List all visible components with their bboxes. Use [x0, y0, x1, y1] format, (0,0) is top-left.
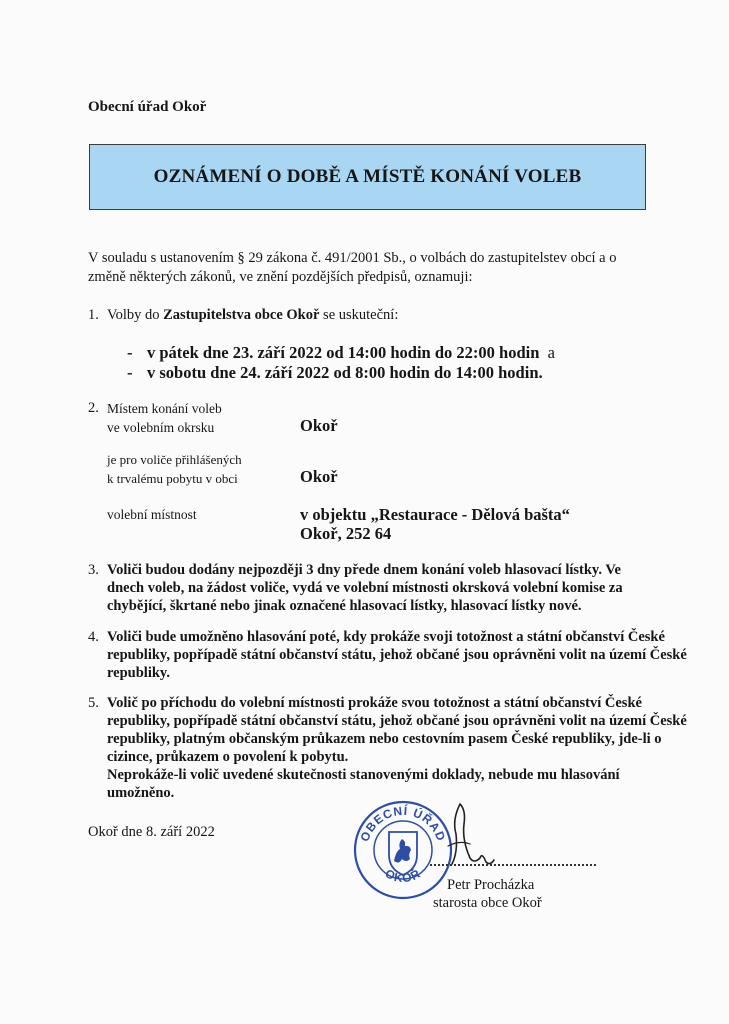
stamp-top-text: OBECNÍ ÚŘAD — [357, 803, 449, 844]
item-5-number: 5. — [88, 695, 99, 711]
intro-line-2: změně některých zákonů, ve znění pozdějších předpisů, oznamuji: — [88, 269, 473, 285]
item-4-number: 4. — [88, 629, 99, 645]
intro-line-1: V souladu s ustanovením § 29 zákona č. 491/2001 Sb., o volbách do zastupitelstev obcí a o — [88, 250, 617, 266]
signature-line — [430, 864, 596, 866]
date-1-text: v pátek dne 23. září 2022 od 14:00 hodin do 22:00 hodin — [147, 343, 540, 362]
dash-1: - — [127, 343, 133, 362]
item-2-label-2a: je pro voliče přihlášených — [107, 452, 242, 467]
item-5-line-3: republiky, platným občanským průkazem nebo cestovním pasem České republiky, jde-li o — [107, 731, 662, 747]
item-2-value-3b: Okoř, 252 64 — [300, 524, 392, 543]
item-1-text-pre: Volby do — [107, 307, 164, 323]
place-date: Okoř dne 8. září 2022 — [88, 824, 215, 840]
date-1-suffix: a — [547, 343, 555, 362]
item-4-line-2: republiky, popřípadě státní občanství státu, jehož občané jsou oprávněni volit na území České — [107, 647, 687, 663]
office-header: Obecní úřad Okoř — [88, 99, 207, 115]
item-2-value-1: Okoř — [300, 416, 338, 435]
item-1-number: 1. — [88, 307, 99, 323]
item-3-number: 3. — [88, 562, 99, 578]
date-2: v sobotu dne 24. září 2022 od 8:00 hodin do 14:00 hodin. — [147, 363, 543, 382]
item-4-line-1: Voliči bude umožněno hlasování poté, kdy prokáže svoji totožnost a státní občanství České — [107, 629, 665, 645]
item-1-text-bold: Zastupitelstva obce Okoř — [163, 307, 320, 323]
title-box — [89, 144, 646, 210]
document-title: OZNÁMENÍ O DOBĚ A MÍSTĚ KONÁNÍ VOLEB — [153, 166, 582, 187]
item-2-label-1a: Místem konání voleb — [107, 401, 222, 416]
item-3-line-2: dnech voleb, na žádost voliče, vydá ve volební místnosti okrsková volební komise za — [107, 580, 623, 596]
item-2-value-2: Okoř — [300, 467, 338, 486]
handwritten-signature-icon — [430, 800, 500, 872]
item-3-line-3: chybějící, škrtané nebo jinak označené hlasovací lístky, hlasovací lístky nové. — [107, 598, 582, 614]
item-4-line-3: republiky. — [107, 665, 170, 681]
item-2-label-2b: k trvalému pobytu v obci — [107, 471, 238, 486]
date-1 — [147, 343, 555, 363]
signer-role: starosta obce Okoř — [433, 895, 542, 911]
item-5-line-5: Neprokáže-li volič uvedené skutečnosti stanovenými doklady, nebude mu hlasování — [107, 767, 620, 783]
dash-2: - — [127, 363, 133, 382]
item-1-text — [107, 306, 398, 325]
item-2-label-1b: ve volebním okrsku — [107, 420, 215, 435]
item-5-line-4: cizince, průkazem o povolení k pobytu. — [107, 749, 349, 765]
item-5-line-2: republiky, popřípadě státní občanství státu, jehož občané jsou oprávněni volit na území České — [107, 713, 687, 729]
stamp-bottom-text: OKOŘ — [382, 866, 424, 886]
item-2-label-3: volební místnost — [107, 507, 197, 522]
item-1-text-post: se uskuteční: — [319, 307, 399, 323]
item-5-line-6: umožněno. — [107, 785, 175, 801]
signer-name: Petr Procházka — [447, 877, 535, 893]
item-2-value-3a: v objektu „Restaurace - Dělová bašta“ — [300, 505, 570, 524]
item-2-number: 2. — [88, 400, 99, 416]
item-3-line-1: Voliči budou dodány nejpozději 3 dny přede dnem konání voleb hlasovací lístky. Ve — [107, 562, 621, 578]
item-5-line-1: Volič po příchodu do volební místnosti prokáže svou totožnost a státní občanství České — [107, 695, 642, 711]
